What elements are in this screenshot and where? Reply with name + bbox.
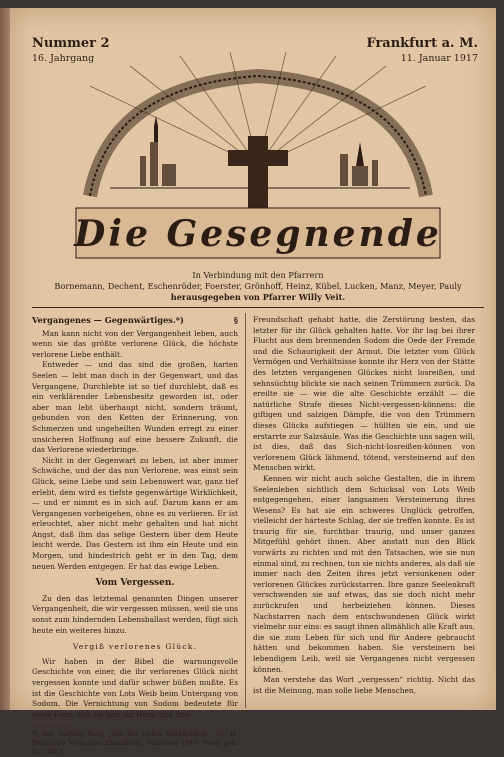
binding-spine [0, 8, 10, 710]
paragraph: Man kann nicht von der Vergangenheit leben, auch wenn sie das größte verlorene Glück, die höchste verlorene Liebe enthält. [32, 328, 238, 359]
section-title: Vom Vergessen. [95, 578, 175, 589]
paragraph: Kennen wir nicht auch solche Gestalten, die in ihrem Seelenleben sichtlich dem Schicksal von Lots Weib entgegengehen, einer langsamen Versteinerung ihres Wesens? Es hat sie ein schweres Unglück getroffen, vielleicht der härteste Schlag, der sie treffen konnte. Es ist traurig für sie, furchtbar traurig, und unser ganzes Mitgefühl gehört ihnen. Aber anstatt nun den Blick vorwärts zu richten und mit den Tatsachen, wie sie nun einmal sind, zu rechnen, tun sie nichts anderes, als daß sie immer nach den Zeiten ihres jetzt versunkenen oder verlorenen Glückes zurückstarren. Ihre ganze Seelenkraft verschwenden sie auf etwas, das sie doch nicht mehr zurückrufen und herbeiziehen können. Dieses Nachstarren nach dem entschwundenen Glück wirkt vielmehr nur eins: es saugt ihnen allmählich alle Kraft aus, die sie zum Leben für sich und für Andere gebraucht hätten und bekommen haben. Sie versteinern bei lebendigem Leib, weil sie Vergangenes nicht vergessen können. [253, 473, 475, 674]
paragraph: Wir haben in der Bibel die warnungsvolle Geschichte von einer, die ihr verlorenes Glück nicht vergessen konnte und dafür schwer büßen mußte. Es ist die Geschichte von Lots Weib beim Untergang von Sodom. Die Vernichtung von Sodom bedeutete für diese Frau, daß sie hier ihr Heim und ihre [32, 656, 238, 719]
article-heading-text: Vergangenes — Gegenwärtiges.*) [32, 315, 184, 325]
article-heading-marker: § [233, 315, 238, 325]
issue-place: Frankfurt a. M. [366, 36, 478, 51]
cross-icon [228, 136, 288, 212]
left-column [32, 315, 238, 757]
issue-number: Nummer 2 [32, 36, 110, 51]
issue-date: 11. Januar 1917 [400, 53, 478, 64]
article-heading [32, 315, 238, 326]
issue-volume: 16. Jahrgang [32, 53, 95, 64]
column-divider [245, 313, 246, 708]
paragraph: Zu den das letztemal genannten Dingen unserer Vergangenheit, die wir vergessen müssen, weil sie uns sonst zum hindernden Lebensballast werden, fügt sich heute ein weiteres hinzu. [32, 593, 238, 635]
header-line-1: In Verbindung mit den Pfarrern [192, 270, 324, 280]
newspaper-page [10, 8, 496, 757]
paragraph: Man verstehe das Wort „vergessen“ richtig. Nicht das ist die Meinung, man solle liebe Menschen, [253, 675, 475, 695]
header-divider [32, 307, 484, 308]
masthead-title: Die Gesegnende [74, 213, 442, 255]
subsection-title: Vergiß verlorenes Glück. [72, 642, 198, 652]
paragraph: Nicht in der Gegenwart zu leben, ist aber immer Schwäche, und der das nun Verlorene, was einst sein Glück, seine Liebe und sein Lebenswert war, ganz tief erlebt, dem wird es tiefste gegenwärtige Wirklichkeit, — und er nimmt es in sich auf. Darum kann er am Vergangenen vorbeigehen, ohne es zu verlieren. Er ist erleuchtet, aber nicht mehr gehalten und hat nicht Angst, daß ihm das selige Gestern über dem Heute leicht werde. Das Gestern ist ihm ein Heute und ein Morgen, und hindestrich geht er in den Tag, dem neuen Werden entgegen. Er hat das ewige Leben. [32, 455, 238, 571]
header-line-3: herausgegeben von Pfarrer Willy Veit. [170, 292, 346, 302]
footnote: *) Aus Ludwig Borg „Von der tiefen Wirklichkeit“. (C. H. Beck'sche Verlagsbuchhandlung, München 1917. Preis geb. 2.— Mk.) [32, 730, 238, 757]
masthead-illustration [70, 46, 446, 266]
paragraph: Entweder — und das sind die großen, harten Seelen — lebt man doch in der Gegenwart, und das Vergangene, Durchlebte ist so tief durchlebt, daß es ein verklärender Lebensbesitz geworden ist, oder aber man lebt überhaupt nicht, sondern träumt, gebunden von den Ketten der Erinnerung, von Schmerzen und ungeheilten Wunden erregt zu einer unsicheren Hoffnung auf eine bessere Zukunft, die das Verlorene wiederbringe. [32, 360, 238, 455]
footnote-divider [32, 726, 72, 727]
right-column [253, 315, 475, 696]
paragraph: Freundschaft gehabt hatte, die Zerstörung besten, das letzter für ihr Glück gehalten hatte. Vor ihr lag bei ihrer Flucht aus dem brennenden Sodom die Oede der Fremde und die Schaurigkeit der Armut. Die letzter vom Glück Vermögen und Verhältnisse konnte ihr Herz von der Stätte des letzten vergangenen Glückes nicht losreißen, und sehnsüchtig blickte sie nach seinen Trümmern zurück. Da ereilte sie — wie die alte Geschichte erzählt — die natürliche Strafe dieses Nicht-vergessen-könnens: die giftigen und salzigen Dämpfe, die von den Trümmern dieses Glücks aufstiegen — hüllten sie ein, und sie erstarrte zur Salzsäule. Was die Geschichte uns sagen will, ist dies, daß das Sich-nicht-losreißen-können von verlorenem Glück lähmend, tötend, versteinernd auf den Menschen wirkt. [253, 315, 475, 473]
header-line-2: Bornemann, Dechent, Eschenröder, Foerster, Grönhoff, Heinz, Kübel, Lucken, Manz, Meyer, Pauly [54, 281, 462, 291]
